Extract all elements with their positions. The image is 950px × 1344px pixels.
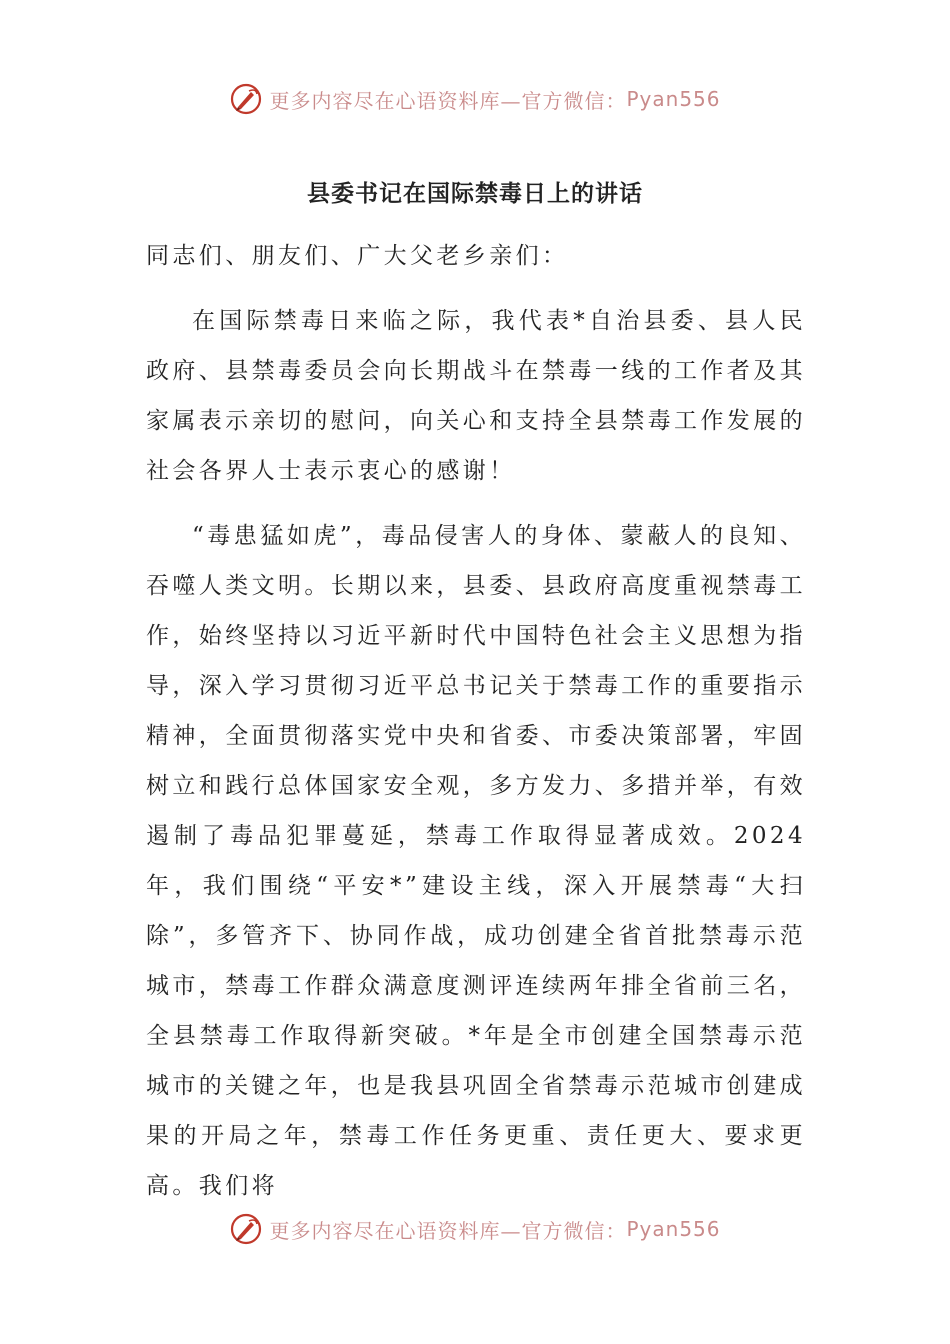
paragraph-1: 在国际禁毒日来临之际，我代表*自治县委、县人民政府、县禁毒委员会向长期战斗在禁毒一线的工作者及其家属表示亲切的慰问，向关心和支持全县禁毒工作发展的社会各界人士表示衷心的感谢！ — [146, 308, 806, 484]
watermark-text: 更多内容尽在心语资料库—官方微信： — [269, 1218, 627, 1243]
pen-logo-icon — [229, 1212, 263, 1246]
watermark-wechat-id: Pyan556 — [626, 1217, 721, 1241]
salutation: 同志们、朋友们、广大父老乡亲们： — [146, 243, 569, 269]
document-title: 县委书记在国际禁毒日上的讲话 — [307, 180, 643, 207]
document-body — [146, 231, 806, 1211]
watermark-text: 更多内容尽在心语资料库—官方微信： — [269, 88, 627, 113]
watermark-wechat-id: Pyan556 — [626, 87, 721, 111]
paragraph-2: “毒患猛如虎”，毒品侵害人的身体、蒙蔽人的良知、吞噬人类文明。长期以来，县委、县政府高度重视禁毒工作，始终坚持以习近平新时代中国特色社会主义思想为指导，深入学习贯彻习近平总书记关于禁毒工作的重要指示精神，全面贯彻落实党中央和省委、市委决策部署，牢固树立和践行总体国家安全观，多方发力、多措并举，有效遏制了毒品犯罪蔓延，禁毒工作取得显著成效。2024年，我们围绕“平安*”建设主线，深入开展禁毒“大扫除”，多管齐下、协同作战，成功创建全省首批禁毒示范城市，禁毒工作群众满意度测评连续两年排全省前三名，全县禁毒工作取得新突破。*年是全市创建全国禁毒示范城市的关键之年，也是我县巩固全省禁毒示范城市创建成果的开局之年，禁毒工作任务更重、责任更大、要求更高。我们将 — [146, 523, 806, 1199]
pen-logo-icon — [229, 82, 263, 116]
footer-watermark — [0, 1212, 950, 1246]
header-watermark — [0, 82, 950, 116]
